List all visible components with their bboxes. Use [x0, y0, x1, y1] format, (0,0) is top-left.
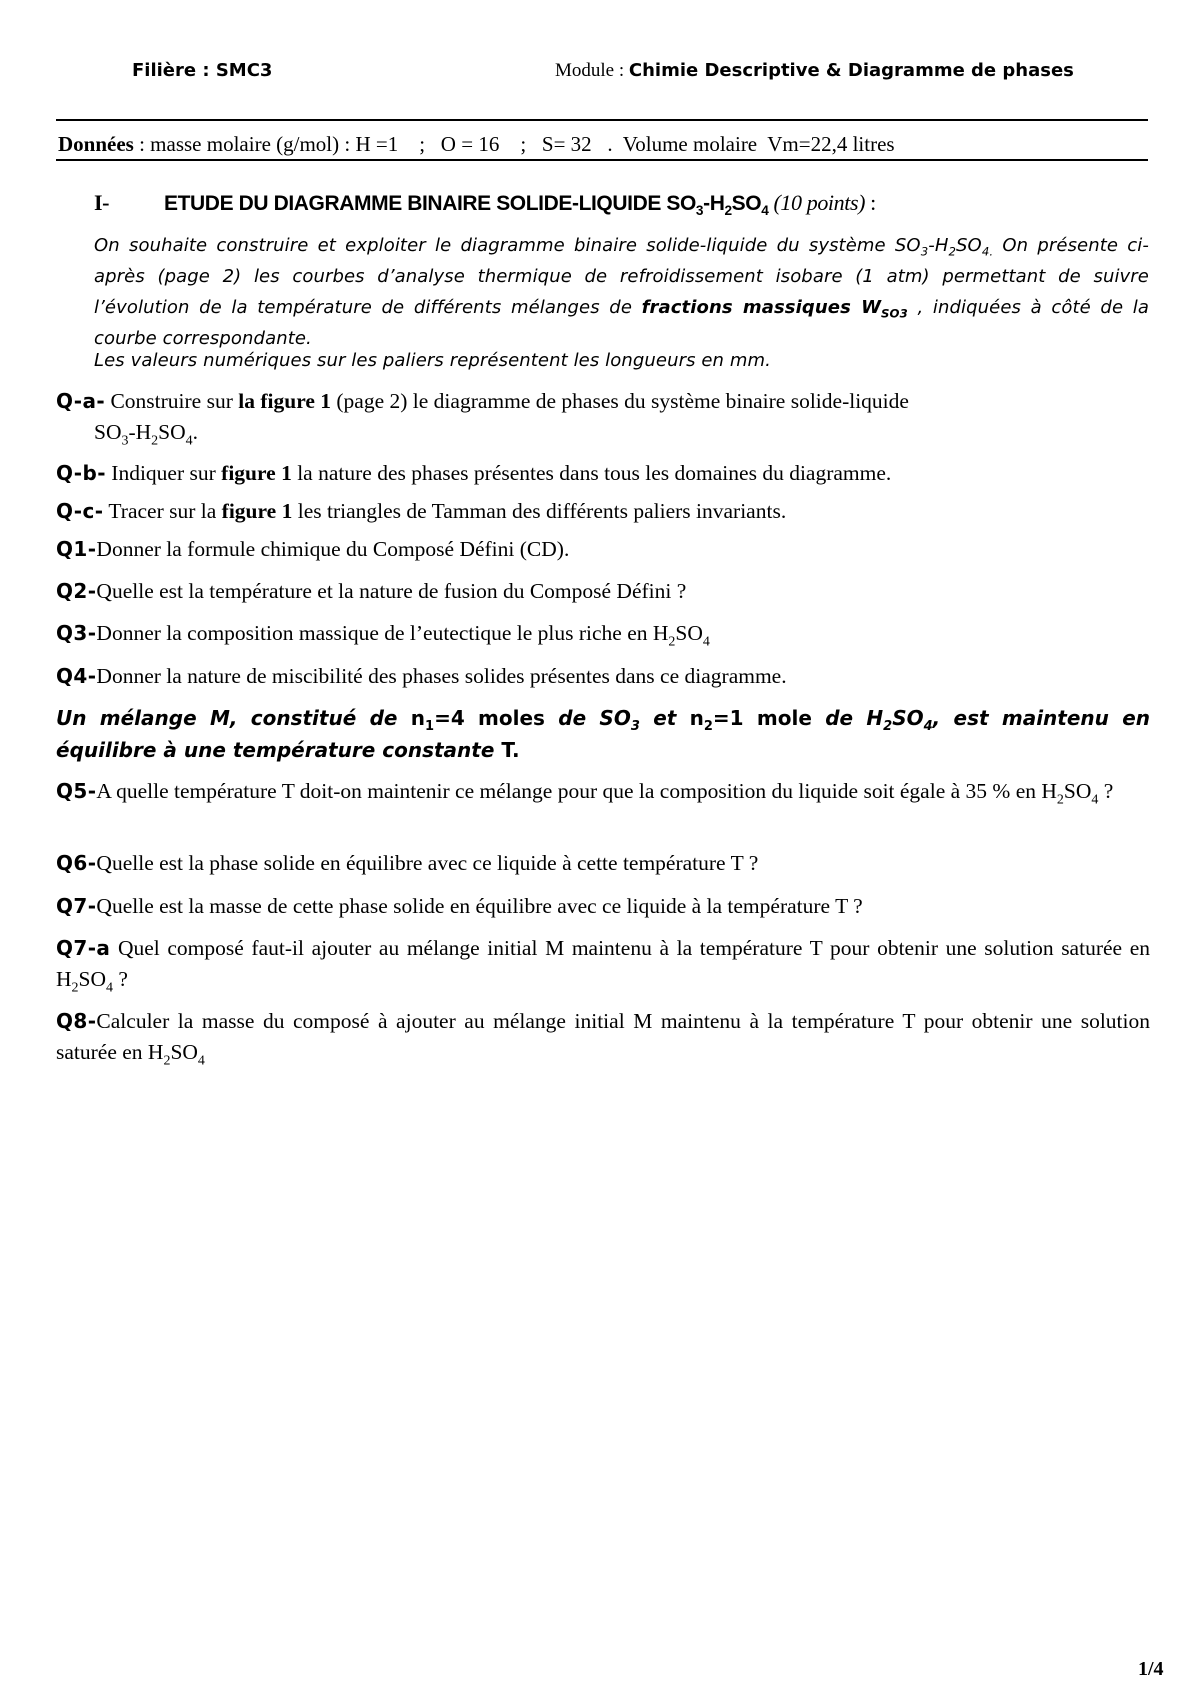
bottom-rule: [56, 159, 1148, 161]
question-text: SO: [675, 621, 703, 645]
question-text: Quelle est la masse de cette phase solide en équilibre avec ce liquide à la température T ?: [96, 894, 863, 918]
question-q6: [56, 848, 1150, 879]
question-text: Quelle est la phase solide en équilibre avec ce liquide à cette température T ?: [96, 851, 759, 875]
mixture-text: et: [639, 706, 690, 730]
question-text: Quelle est la température et la nature de fusion du Composé Défini ?: [96, 579, 687, 603]
subscript: 2: [1056, 792, 1064, 808]
question-label: Q3-: [56, 621, 97, 645]
subscript: 4: [702, 634, 710, 650]
subscript: 3: [920, 244, 929, 259]
question-text: ?: [1098, 779, 1114, 803]
mixture-text: n: [410, 706, 426, 730]
mixture-text: Un mélange M, constitué de: [56, 706, 411, 730]
question-bold: la figure 1: [238, 389, 332, 413]
subscript: 3: [695, 203, 704, 219]
subscript: 4.: [981, 244, 994, 259]
subscript: 2: [151, 433, 159, 449]
question-label: Q-b-: [56, 461, 106, 485]
question-text: SO: [78, 967, 106, 991]
mixture-text: , est maintenu en équilibre à une température constante: [56, 706, 1151, 762]
question-text: A quelle température T doit-on maintenir ce mélange pour que la composition du liquide soit égale à 35 % en H: [96, 779, 1057, 803]
subscript: 4: [1091, 792, 1099, 808]
question-text: Construire sur: [105, 389, 239, 413]
question-text: la nature des phases présentes dans tous les domaines du diagramme.: [291, 461, 892, 485]
intro-bold: fractions massiques W: [641, 297, 882, 318]
intro-text: SO: [956, 235, 982, 256]
section-title-text: -H: [703, 192, 725, 215]
section-number: I-: [94, 190, 110, 215]
question-text: .: [192, 420, 198, 444]
intro-text: -H: [928, 235, 949, 256]
question-text: Donner la composition massique de l’eutectique le plus riche en H: [96, 621, 669, 645]
question-text: SO: [94, 420, 122, 444]
question-q7a: [56, 933, 1150, 995]
question-text: Quel composé faut-il ajouter au mélange initial M maintenu à la température T pour obtenir une solution saturée en H: [56, 936, 1150, 991]
section-title-text: SO: [731, 192, 762, 215]
question-q8: [56, 1006, 1150, 1068]
donnees-line: [58, 132, 895, 157]
question-text: -H: [128, 420, 152, 444]
question-continuation: [56, 420, 198, 449]
subscript: 4: [197, 1053, 205, 1069]
mixture-text: n: [689, 706, 704, 730]
question-bold: figure 1: [221, 461, 292, 485]
question-text: Tracer sur la: [103, 499, 222, 523]
question-text: Donner la nature de miscibilité des phases solides présentes dans ce diagramme.: [96, 664, 787, 688]
question-label: Q5-: [56, 779, 97, 803]
section-colon: :: [865, 190, 876, 215]
page-number: 1/4: [1138, 1658, 1164, 1680]
module-name: Chimie Descriptive & Diagramme de phases: [628, 60, 1074, 81]
question-q3: [56, 618, 1150, 649]
subscript: 3: [121, 433, 129, 449]
question-label: Q4-: [56, 664, 97, 688]
subscript: 2: [703, 719, 713, 734]
question-label: Q6-: [56, 851, 97, 875]
module-label: Module :: [555, 60, 629, 81]
subscript: 1: [425, 719, 435, 734]
donnees-label: Données: [58, 132, 134, 156]
question-text: Indiquer sur: [105, 461, 222, 485]
section-title-text: ETUDE DU DIAGRAMME BINAIRE SOLIDE-LIQUIDE SO: [164, 192, 696, 215]
subscript: 2: [724, 203, 732, 219]
question-label: Q-c-: [56, 499, 104, 523]
question-text: les triangles de Tamman des différents paliers invariants.: [292, 499, 787, 523]
question-text: Calculer la masse du composé à ajouter au mélange initial M maintenu à la température T pour obtenir une solution saturée en H: [56, 1009, 1150, 1064]
subscript: 2: [163, 1053, 171, 1069]
question-q1: [56, 534, 1150, 565]
mixture-text: de H: [811, 706, 884, 730]
subscript: 4: [923, 719, 933, 734]
question-label: Q2-: [56, 579, 97, 603]
question-bold: figure 1: [221, 499, 293, 523]
subscript: 2: [883, 719, 893, 734]
question-qc: [56, 496, 1150, 527]
mixture-text: =1 mole: [712, 706, 812, 730]
top-rule: [56, 119, 1148, 121]
intro-paragraph: [94, 230, 1149, 354]
question-label: Q1-: [56, 537, 97, 561]
subscript: 4: [106, 980, 113, 996]
intro-text: On présente ci-après (page 2) les courbes d’analyse thermique de refroidissement isobare (1 atm) permettant de suivre l’évolution de la température de différents mélanges de: [94, 235, 1149, 318]
intro-note: Les valeurs numériques sur les paliers représentent les longueurs en mm.: [94, 350, 771, 371]
subscript: 4: [185, 433, 193, 449]
subscript: 3: [630, 719, 640, 734]
intro-text: On souhaite construire et exploiter le diagramme binaire solide-liquide du système SO: [94, 235, 921, 256]
question-q2: [56, 576, 1150, 607]
question-text: (page 2) le diagramme de phases du système binaire solide-liquide: [331, 389, 909, 413]
filiere-label: Filière : SMC3: [132, 60, 273, 81]
mixture-text: =4 moles: [434, 706, 545, 730]
mixture-text: T.: [501, 738, 520, 762]
question-q5: [56, 776, 1150, 807]
subscript: SO3: [881, 306, 908, 321]
question-text: Donner la formule chimique du Composé Défini (CD).: [96, 537, 570, 561]
question-text: SO: [1063, 779, 1092, 803]
question-text: SO: [158, 420, 186, 444]
mixture-text: de SO: [544, 706, 631, 730]
question-text: SO: [170, 1040, 198, 1064]
question-label: Q8-: [56, 1009, 97, 1033]
intro-text: , indiquées à côté de la courbe correspondante.: [94, 297, 1149, 349]
subscript: 2: [948, 244, 957, 259]
section-points: (10 points): [768, 190, 866, 215]
question-label: Q-a-: [56, 389, 106, 413]
question-label: Q7-: [56, 894, 97, 918]
question-qa: [56, 386, 1150, 448]
donnees-text: : masse molaire (g/mol) : H =1 ; O = 16 ; S= 32 . Volume molaire Vm=22,4 litres: [133, 132, 895, 156]
subscript: 4: [761, 203, 769, 219]
subscript: 2: [71, 980, 79, 996]
module-header: [555, 60, 1074, 82]
question-label: Q7-a: [56, 936, 111, 960]
question-q4: [56, 661, 1150, 692]
mixture-statement: [56, 702, 1150, 766]
subscript: 2: [668, 634, 676, 650]
section-title: [94, 190, 876, 219]
question-q7: [56, 891, 1150, 922]
mixture-text: SO: [892, 706, 924, 730]
question-text: ?: [112, 967, 128, 991]
question-qb: [56, 458, 1150, 489]
